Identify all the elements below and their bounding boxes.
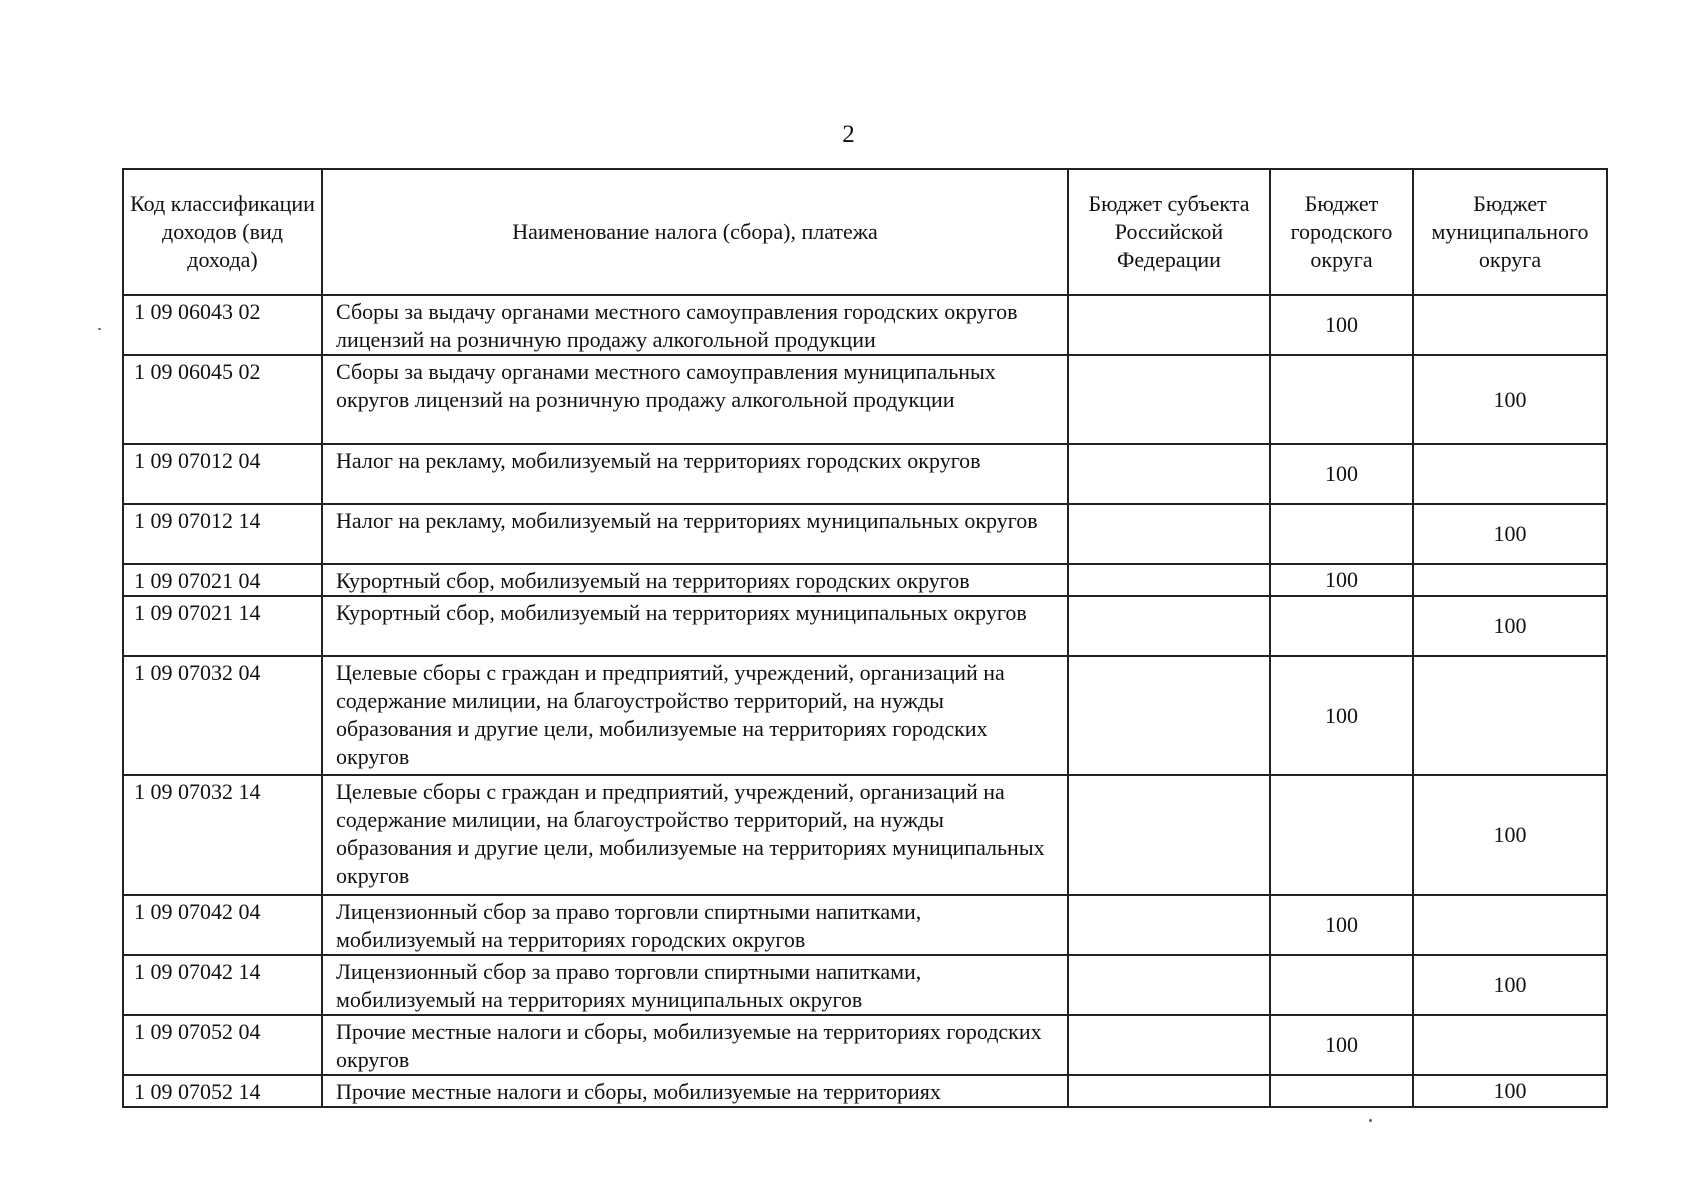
name-cell [322, 955, 1068, 1015]
header-name [322, 169, 1068, 295]
header-code [123, 169, 322, 295]
table-row [123, 444, 1607, 504]
city-budget-cell: 100 [1270, 656, 1413, 775]
code-cell [123, 895, 322, 955]
municipal-budget-cell: 100 [1413, 775, 1607, 895]
table-row [123, 1015, 1607, 1075]
tax-name: Лицензионный сбор за право торговли спиртными напитками, мобилизуемый на территориях муниципальных округов [336, 959, 922, 1012]
scan-speck [1369, 1119, 1372, 1122]
code-cell [123, 444, 322, 504]
table-row [123, 355, 1607, 444]
tax-name: Налог на рекламу, мобилизуемый на территориях муниципальных округов [336, 508, 1038, 533]
tax-name: Прочие местные налоги и сборы, мобилизуемые на территориях городских округов [336, 1019, 1042, 1072]
table-row [123, 656, 1607, 775]
header-code-label: Код классификации доходов (вид дохода) [130, 191, 315, 272]
name-cell [322, 895, 1068, 955]
tax-name: Целевые сборы с граждан и предприятий, учреждений, организаций на содержание милиции, на благоустройство территорий, на нужды образования и другие цели, мобилизуемые на территориях муниципальных округов [336, 779, 1045, 888]
municipal-budget-cell: 100 [1413, 1075, 1607, 1107]
subject-budget-cell [1068, 955, 1270, 1015]
header-municipal-budget-label: Бюджет муниципального округа [1431, 191, 1589, 272]
name-cell [322, 504, 1068, 564]
tax-name: Целевые сборы с граждан и предприятий, учреждений, организаций на содержание милиции, на благоустройство территорий, на нужды образования и другие цели, мобилизуемые на территориях городских округов [336, 660, 1005, 769]
tax-name: Налог на рекламу, мобилизуемый на территориях городских округов [336, 448, 981, 473]
municipal-budget-cell: 100 [1413, 504, 1607, 564]
income-code: 1 09 07032 14 [134, 779, 261, 804]
table-row [123, 295, 1607, 355]
tax-name: Сборы за выдачу органами местного самоуправления муниципальных округов лицензий на розничную продажу алкогольной продукции [336, 359, 996, 412]
table-row [123, 775, 1607, 895]
tax-name: Прочие местные налоги и сборы, мобилизуемые на территориях [336, 1079, 941, 1104]
income-code: 1 09 07052 14 [134, 1079, 261, 1104]
income-code: 1 09 06043 02 [134, 299, 261, 324]
municipal-budget-cell [1413, 1015, 1607, 1075]
city-budget-cell [1270, 504, 1413, 564]
header-city-budget-label: Бюджет городского округа [1290, 191, 1393, 272]
municipal-budget-cell: 100 [1413, 955, 1607, 1015]
table-row [123, 955, 1607, 1015]
header-subject-budget-label: Бюджет субъекта Российской Федерации [1088, 191, 1250, 272]
subject-budget-cell [1068, 775, 1270, 895]
subject-budget-cell [1068, 295, 1270, 355]
municipal-budget-cell [1413, 564, 1607, 596]
table-row [123, 504, 1607, 564]
code-cell [123, 955, 322, 1015]
subject-budget-cell [1068, 596, 1270, 656]
city-budget-cell: 100 [1270, 1015, 1413, 1075]
city-budget-cell [1270, 955, 1413, 1015]
city-budget-cell [1270, 355, 1413, 444]
tax-name: Курортный сбор, мобилизуемый на территориях городских округов [336, 568, 970, 593]
tax-name: Курортный сбор, мобилизуемый на территориях муниципальных округов [336, 600, 1027, 625]
table-row [123, 564, 1607, 596]
city-budget-cell: 100 [1270, 895, 1413, 955]
code-cell [123, 775, 322, 895]
name-cell [322, 355, 1068, 444]
scan-speck [98, 328, 101, 330]
header-city-budget [1270, 169, 1413, 295]
tax-name: Сборы за выдачу органами местного самоуправления городских округов лицензий на розничную продажу алкогольной продукции [336, 299, 1018, 352]
subject-budget-cell [1068, 504, 1270, 564]
city-budget-cell: 100 [1270, 444, 1413, 504]
table-row [123, 1075, 1607, 1107]
code-cell [123, 504, 322, 564]
code-cell [123, 295, 322, 355]
header-municipal-budget [1413, 169, 1607, 295]
municipal-budget-cell: 100 [1413, 355, 1607, 444]
header-subject-budget [1068, 169, 1270, 295]
municipal-budget-cell: 100 [1413, 596, 1607, 656]
revenue-classification-table [122, 168, 1608, 1108]
name-cell [322, 775, 1068, 895]
code-cell [123, 564, 322, 596]
name-cell [322, 444, 1068, 504]
income-code: 1 09 07012 04 [134, 448, 261, 473]
code-cell [123, 596, 322, 656]
income-code: 1 09 07021 14 [134, 600, 261, 625]
subject-budget-cell [1068, 895, 1270, 955]
name-cell [322, 656, 1068, 775]
municipal-budget-cell [1413, 895, 1607, 955]
table-header-row [123, 169, 1607, 295]
subject-budget-cell [1068, 355, 1270, 444]
city-budget-cell [1270, 775, 1413, 895]
subject-budget-cell [1068, 656, 1270, 775]
city-budget-cell: 100 [1270, 564, 1413, 596]
subject-budget-cell [1068, 1015, 1270, 1075]
code-cell [123, 1075, 322, 1107]
header-name-label: Наименование налога (сбора), платежа [512, 219, 878, 244]
code-cell [123, 1015, 322, 1075]
municipal-budget-cell [1413, 444, 1607, 504]
table-row [123, 895, 1607, 955]
income-code: 1 09 07052 04 [134, 1019, 261, 1044]
tax-name: Лицензионный сбор за право торговли спиртными напитками, мобилизуемый на территориях городских округов [336, 899, 922, 952]
name-cell [322, 564, 1068, 596]
income-code: 1 09 07032 04 [134, 660, 261, 685]
name-cell [322, 596, 1068, 656]
subject-budget-cell [1068, 444, 1270, 504]
code-cell [123, 355, 322, 444]
municipal-budget-cell [1413, 295, 1607, 355]
table-row [123, 596, 1607, 656]
income-code: 1 09 06045 02 [134, 359, 261, 384]
code-cell [123, 656, 322, 775]
income-code: 1 09 07042 04 [134, 899, 261, 924]
city-budget-cell: 100 [1270, 295, 1413, 355]
city-budget-cell [1270, 1075, 1413, 1107]
income-code: 1 09 07042 14 [134, 959, 261, 984]
name-cell [322, 295, 1068, 355]
name-cell [322, 1015, 1068, 1075]
municipal-budget-cell [1413, 656, 1607, 775]
income-code: 1 09 07012 14 [134, 508, 261, 533]
income-code: 1 09 07021 04 [134, 568, 261, 593]
subject-budget-cell [1068, 564, 1270, 596]
subject-budget-cell [1068, 1075, 1270, 1107]
name-cell [322, 1075, 1068, 1107]
city-budget-cell [1270, 596, 1413, 656]
page-number: 2 [842, 121, 855, 148]
